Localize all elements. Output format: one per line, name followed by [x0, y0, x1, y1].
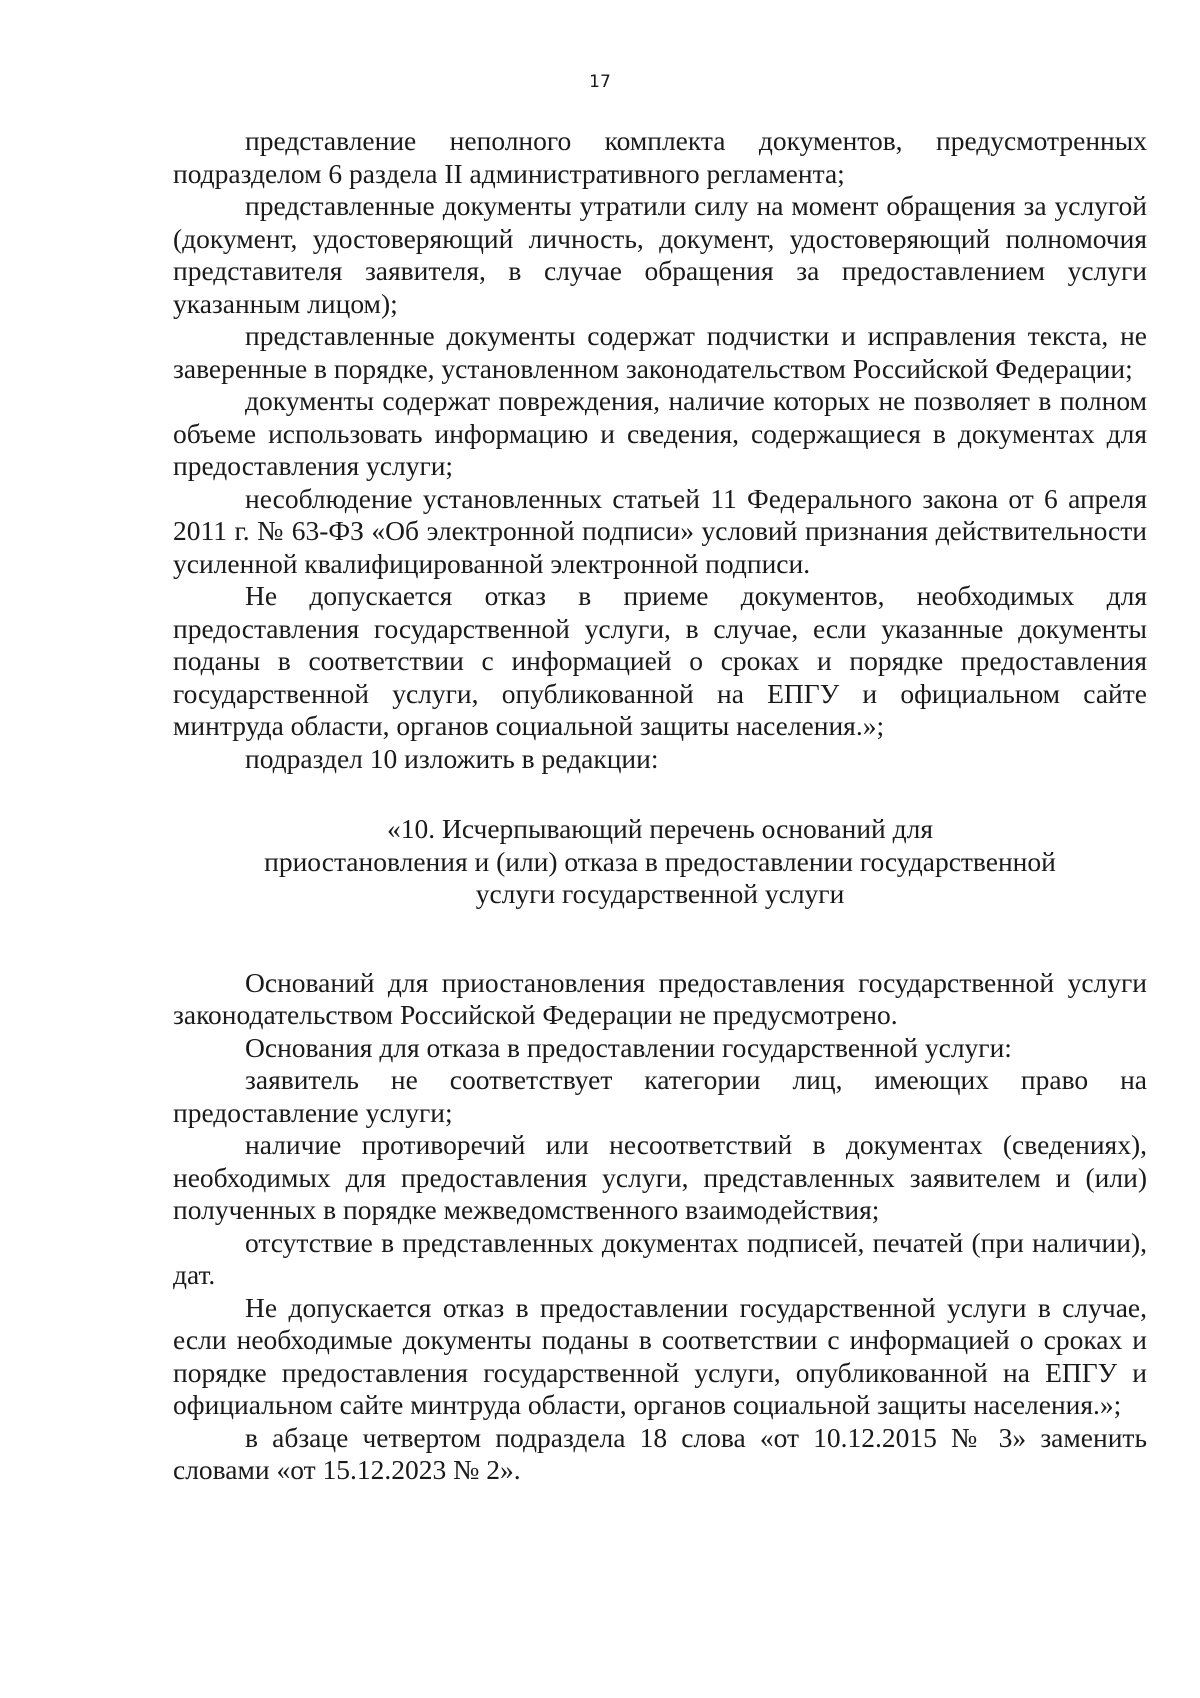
paragraph: Не допускается отказ в предоставлении государственной услуги в случае, если необходимые документы поданы в соответствии с информацией о сроках и порядке предоставления государственной услуги, опубликованной на ЕПГУ и официальном сайте минтруда области, органов социальной защиты населения.»;	[173, 1291, 1147, 1420]
heading-line: «10. Исчерпывающий перечень оснований для	[386, 813, 934, 844]
page-number: 17	[589, 72, 611, 92]
paragraph: представленные документы утратили силу на момент обращения за услугой (документ, удостоверяющий личность, документ, удостоверяющий полномочия представителя заявителя, в случае обращения за предоставлением услуги указанным лицом);	[173, 190, 1147, 319]
paragraph: документы содержат повреждения, наличие которых не позволяет в полном объеме использовать информацию и сведения, содержащиеся в документах для предоставления услуги;	[173, 385, 1147, 481]
paragraph: Основания для отказа в предоставлении государственной услуги:	[245, 1031, 1012, 1063]
paragraph: отсутствие в представленных документах подписей, печатей (при наличии), дат.	[173, 1226, 1147, 1290]
paragraph: представленные документы содержат подчистки и исправления текста, не заверенные в порядке, установленном законодательством Российской Федерации;	[173, 320, 1147, 384]
section-heading	[173, 813, 1147, 911]
paragraph: Оснований для приостановления предоставления государственной услуги законодательством Российской Федерации не предусмотрено.	[173, 966, 1147, 1030]
heading-line: приостановления и (или) отказа в предоставлении государственной	[264, 845, 1056, 877]
paragraph: подраздел 10 изложить в редакции:	[245, 742, 659, 774]
paragraph: заявитель не соответствует категории лиц, имеющих право на предоставление услуги;	[173, 1064, 1147, 1128]
paragraph: наличие противоречий или несоответствий в документах (сведениях), необходимых для предоставления услуги, представленных заявителем и (или) полученных в порядке межведомственного взаимодействия;	[173, 1129, 1147, 1225]
paragraph: представление неполного комплекта документов, предусмотренных подразделом 6 раздела II административного регламента;	[173, 125, 1147, 189]
paragraph: в абзаце четвертом подраздела 18 слова «от 10.12.2015 № 3» заменить словами «от 15.12.2023 № 2».	[173, 1421, 1147, 1485]
document-body	[173, 125, 1147, 1487]
heading-line: услуги государственной услуги	[475, 878, 845, 909]
paragraph: несоблюдение установленных статьей 11 Федерального закона от 6 апреля 2011 г. № 63-ФЗ «Об электронной подписи» условий признания действительности усиленной квалифицированной электронной подписи.	[173, 482, 1147, 579]
paragraph: Не допускается отказ в приеме документов, необходимых для предоставления государственной услуги, в случае, если указанные документы поданы в соответствии с информацией о сроках и порядке предоставления государственной услуги, опубликованной на ЕПГУ и официальном сайте минтруда области, органов социальной защиты населения.»;	[173, 580, 1147, 741]
